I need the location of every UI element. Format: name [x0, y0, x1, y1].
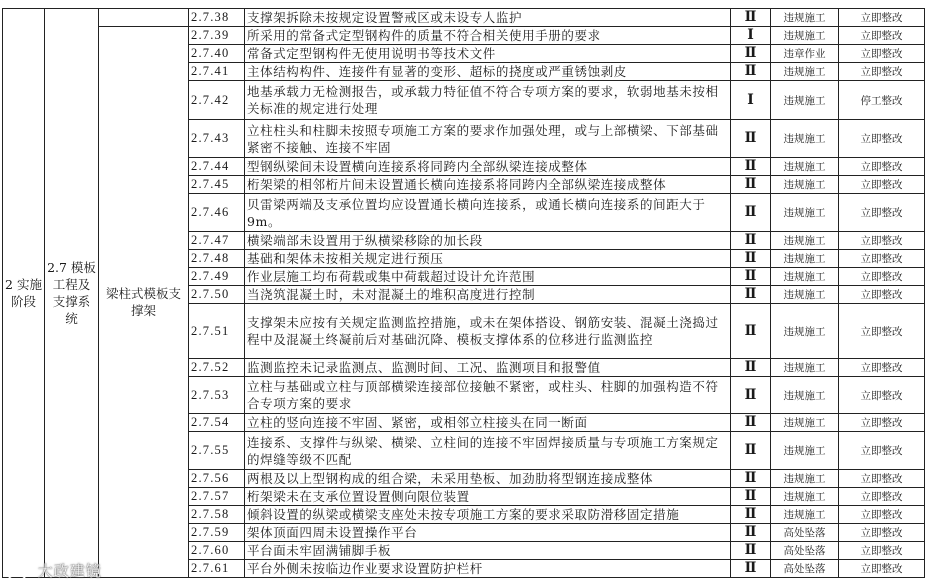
rectification-action: 立即整改 [839, 560, 925, 578]
hazard-level: Ⅱ [731, 524, 771, 542]
item-description: 立柱的竖向连接不牢固、紧密，或相邻立柱接头在同一断面 [245, 414, 731, 432]
hazard-table [2, 8, 925, 578]
rectification-action: 立即整改 [839, 524, 925, 542]
violation-type: 高处坠落 [771, 542, 839, 560]
violation-type: 违规施工 [771, 377, 839, 414]
violation-type: 违规施工 [771, 27, 839, 45]
item-code: 2.7.57 [189, 488, 245, 506]
rectification-action: 立即整改 [839, 414, 925, 432]
item-code: 2.7.60 [189, 542, 245, 560]
hazard-level: Ⅱ [731, 470, 771, 488]
violation-type: 违规施工 [771, 176, 839, 194]
rectification-action: 立即整改 [839, 194, 925, 232]
item-description: 地基承载力无检测报告，或承载力特征值不符合专项方案的要求，软弱地基未按相关标准的规定进行处理 [245, 81, 731, 120]
item-description: 支撑架拆除未按规定设置警戒区或未设专人监护 [245, 9, 731, 27]
rectification-action: 立即整改 [839, 304, 925, 359]
hazard-level: Ⅱ [731, 250, 771, 268]
violation-type: 违规施工 [771, 81, 839, 120]
item-description: 贝雷梁两端及支承位置均应设置通长横向连接系，或通长横向连接系的间距大于9m。 [245, 194, 731, 232]
item-code: 2.7.51 [189, 304, 245, 359]
hazard-level: Ⅱ [731, 359, 771, 377]
violation-type: 违规施工 [771, 359, 839, 377]
item-description: 立柱与基础或立柱与顶部横梁连接部位接触不紧密，或柱头、柱脚的加强构造不符合专项方案的要求 [245, 377, 731, 414]
hazard-level: Ⅰ [731, 27, 771, 45]
item-code: 2.7.58 [189, 506, 245, 524]
item-description: 作业层施工均布荷载或集中荷载超过设计允许范围 [245, 268, 731, 286]
item-code: 2.7.53 [189, 377, 245, 414]
item-code: 2.7.40 [189, 45, 245, 63]
hazard-level: Ⅱ [731, 506, 771, 524]
subsystem-cell: 2.7 模板工程及支撑系统 [45, 9, 99, 578]
item-description: 主体结构构件、连接件有显著的变形、超标的挠度或严重锈蚀剥皮 [245, 63, 731, 81]
rectification-action: 立即整改 [839, 432, 925, 470]
item-description: 当浇筑混凝土时，未对混凝土的堆积高度进行控制 [245, 286, 731, 304]
violation-type: 高处坠落 [771, 524, 839, 542]
rectification-action: 立即整改 [839, 27, 925, 45]
item-description: 倾斜设置的纵梁或横梁支座处未按专项施工方案的要求采取防滑移固定措施 [245, 506, 731, 524]
rectification-action: 立即整改 [839, 268, 925, 286]
item-code: 2.7.45 [189, 176, 245, 194]
rectification-action: 停工整改 [839, 81, 925, 120]
item-code: 2.7.39 [189, 27, 245, 45]
item-description: 平台面未牢固满铺脚手板 [245, 542, 731, 560]
rectification-action: 立即整改 [839, 359, 925, 377]
hazard-level: Ⅱ [731, 560, 771, 578]
rectification-action: 立即整改 [839, 9, 925, 27]
watermark [6, 560, 102, 581]
hazard-level: Ⅱ [731, 304, 771, 359]
item-description: 常备式定型钢构件无使用说明书等技术文件 [245, 45, 731, 63]
table-row [3, 9, 925, 27]
item-description: 平台外侧未按临边作业要求设置防护栏杆 [245, 560, 731, 578]
item-code: 2.7.55 [189, 432, 245, 470]
item-description: 型钢纵梁间未设置横向连接系将同跨内全部纵梁连接成整体 [245, 158, 731, 176]
rectification-action: 立即整改 [839, 377, 925, 414]
hazard-level: Ⅱ [731, 432, 771, 470]
hazard-level: Ⅱ [731, 63, 771, 81]
violation-type: 违规施工 [771, 232, 839, 250]
item-code: 2.7.48 [189, 250, 245, 268]
item-code: 2.7.42 [189, 81, 245, 120]
rectification-action: 立即整改 [839, 470, 925, 488]
hazard-table-body [3, 9, 925, 578]
hazard-level: Ⅱ [731, 286, 771, 304]
category-cell-empty [99, 9, 189, 27]
rectification-action: 立即整改 [839, 232, 925, 250]
item-description: 监测监控未记录监测点、监测时间、工况、监测项目和报警值 [245, 359, 731, 377]
hazard-level: Ⅱ [731, 268, 771, 286]
violation-type: 违规施工 [771, 268, 839, 286]
item-description: 连接系、支撑件与纵梁、横梁、立柱间的连接不牢固焊接质量与专项施工方案规定的焊缝等级不匹配 [245, 432, 731, 470]
violation-type: 违规施工 [771, 470, 839, 488]
item-code: 2.7.56 [189, 470, 245, 488]
violation-type: 违规施工 [771, 432, 839, 470]
item-code: 2.7.54 [189, 414, 245, 432]
rectification-action: 立即整改 [839, 120, 925, 158]
category-cell: 梁柱式模板支撑架 [99, 27, 189, 578]
item-code: 2.7.61 [189, 560, 245, 578]
rectification-action: 立即整改 [839, 45, 925, 63]
item-description: 立柱柱头和柱脚未按照专项施工方案的要求作加强处理，或与上部横梁、下部基础紧密不接触、连接不牢固 [245, 120, 731, 158]
hazard-level: Ⅱ [731, 414, 771, 432]
item-description: 桁架梁的相邻桁片间未设置通长横向连接系将同跨内全部纵梁连接成整体 [245, 176, 731, 194]
violation-type: 违规施工 [771, 250, 839, 268]
weibo-logo-icon [6, 563, 32, 581]
item-description: 基础和架体未按相关规定进行预压 [245, 250, 731, 268]
phase-cell: 2 实施阶段 [3, 9, 45, 578]
hazard-level: Ⅱ [731, 9, 771, 27]
violation-type: 违章作业 [771, 45, 839, 63]
rectification-action: 立即整改 [839, 158, 925, 176]
item-description: 桁架梁未在支承位置设置侧向限位装置 [245, 488, 731, 506]
violation-type: 违规施工 [771, 9, 839, 27]
violation-type: 违规施工 [771, 194, 839, 232]
item-code: 2.7.38 [189, 9, 245, 27]
item-code: 2.7.44 [189, 158, 245, 176]
rectification-action: 立即整改 [839, 488, 925, 506]
item-code: 2.7.50 [189, 286, 245, 304]
violation-type: 违规施工 [771, 414, 839, 432]
rectification-action: 立即整改 [839, 63, 925, 81]
item-description: 支撑架未应按有关规定监测监控措施，或未在架体搭设、钢筋安装、混凝土浇捣过程中及混凝土终凝前后对基础沉降、模板支撑体系的位移进行监测监控 [245, 304, 731, 359]
item-description: 架体顶面四周未设置操作平台 [245, 524, 731, 542]
item-code: 2.7.52 [189, 359, 245, 377]
violation-type: 违规施工 [771, 120, 839, 158]
hazard-level: Ⅱ [731, 377, 771, 414]
rectification-action: 立即整改 [839, 542, 925, 560]
violation-type: 违规施工 [771, 158, 839, 176]
hazard-level: Ⅱ [731, 176, 771, 194]
item-description: 所采用的常备式定型钢构件的质量不符合相关使用手册的要求 [245, 27, 731, 45]
hazard-level: Ⅱ [731, 488, 771, 506]
violation-type: 违规施工 [771, 506, 839, 524]
violation-type: 违规施工 [771, 286, 839, 304]
item-code: 2.7.41 [189, 63, 245, 81]
table-row [3, 27, 925, 45]
item-code: 2.7.47 [189, 232, 245, 250]
rectification-action: 立即整改 [839, 506, 925, 524]
rectification-action: 立即整改 [839, 250, 925, 268]
item-code: 2.7.49 [189, 268, 245, 286]
violation-type: 违规施工 [771, 63, 839, 81]
item-code: 2.7.43 [189, 120, 245, 158]
hazard-level: Ⅱ [731, 158, 771, 176]
item-code: 2.7.59 [189, 524, 245, 542]
hazard-level: Ⅱ [731, 232, 771, 250]
hazard-level: Ⅰ [731, 81, 771, 120]
hazard-level: Ⅱ [731, 194, 771, 232]
hazard-level: Ⅱ [731, 45, 771, 63]
watermark-text: 大政建镜 [37, 562, 102, 580]
item-code: 2.7.46 [189, 194, 245, 232]
violation-type: 违规施工 [771, 488, 839, 506]
item-description: 两根及以上型钢构成的组合梁，未采用垫板、加劲肋将型钢连接成整体 [245, 470, 731, 488]
violation-type: 高处坠落 [771, 560, 839, 578]
rectification-action: 立即整改 [839, 286, 925, 304]
violation-type: 违规施工 [771, 304, 839, 359]
hazard-level: Ⅱ [731, 120, 771, 158]
rectification-action: 立即整改 [839, 176, 925, 194]
hazard-level: Ⅱ [731, 542, 771, 560]
item-description: 横梁端部未设置用于纵横梁移除的加长段 [245, 232, 731, 250]
